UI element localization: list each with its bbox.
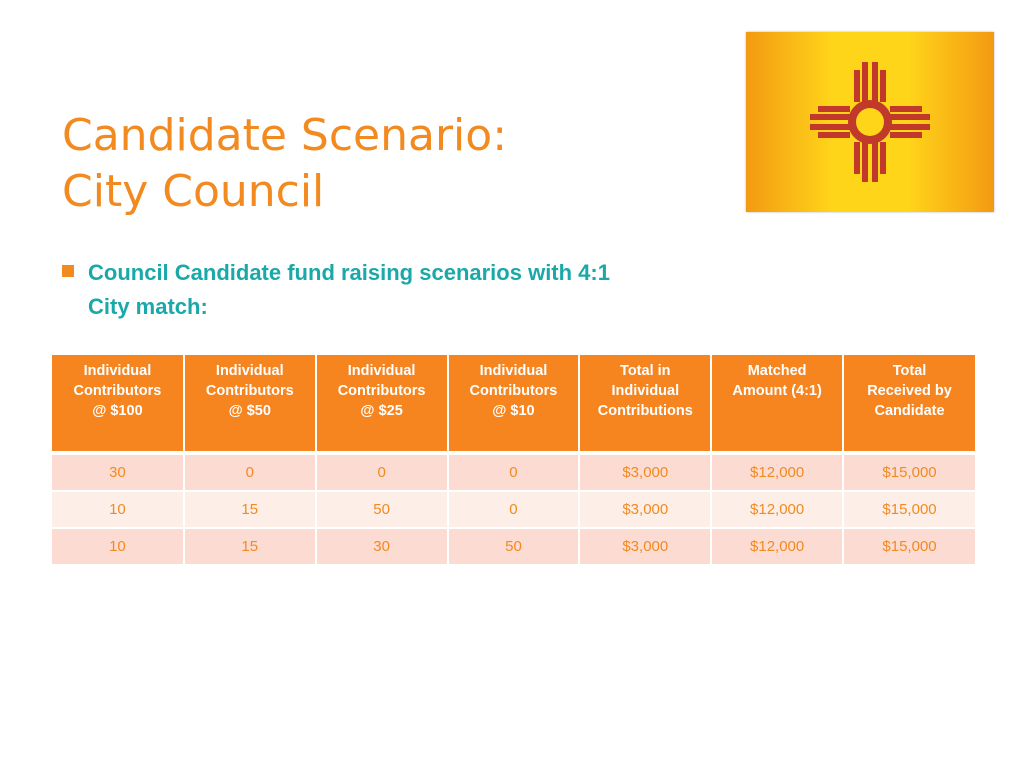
slide-title-line-2: City Council <box>62 166 325 217</box>
bullet-text-line-1: Council Candidate fund raising scenarios with 4:1 <box>88 260 610 285</box>
table-cell: $3,000 <box>579 528 711 564</box>
header-line: Contributors <box>337 383 426 399</box>
header-line: Contributors <box>73 383 162 399</box>
table-cell: 0 <box>448 453 580 491</box>
table-cell: 15 <box>184 528 316 564</box>
header-line: @ $25 <box>360 403 403 419</box>
table-cell: $3,000 <box>579 453 711 491</box>
header-line: Individual <box>83 363 152 379</box>
header-line: Total <box>892 363 927 379</box>
header-line: Individual <box>479 363 548 379</box>
table-header-row <box>52 355 975 453</box>
bullet-point <box>62 256 782 324</box>
table-cell: $12,000 <box>711 453 843 491</box>
table-cell: 0 <box>448 491 580 528</box>
table-cell: $12,000 <box>711 491 843 528</box>
header-total-received <box>843 355 975 453</box>
table-cell: 50 <box>316 491 448 528</box>
table-row <box>52 491 975 528</box>
header-line: Contributors <box>469 383 558 399</box>
table-cell: 50 <box>448 528 580 564</box>
header-line: Candidate <box>874 403 945 419</box>
bullet-text <box>88 256 610 324</box>
header-line: Total in <box>620 363 671 379</box>
header-contrib-10 <box>448 355 580 453</box>
slide-title <box>62 108 507 220</box>
table-cell: $15,000 <box>843 453 975 491</box>
header-line: @ $50 <box>228 403 271 419</box>
scenario-table <box>52 355 975 564</box>
bullet-square-icon <box>62 265 74 277</box>
table-cell: 10 <box>52 528 184 564</box>
header-contrib-100 <box>52 355 184 453</box>
header-total-individual <box>579 355 711 453</box>
header-line: Contributors <box>205 383 294 399</box>
header-line: Individual <box>215 363 284 379</box>
table-cell: $12,000 <box>711 528 843 564</box>
header-contrib-25 <box>316 355 448 453</box>
header-line: Matched <box>747 363 807 379</box>
zia-sun-icon <box>746 32 994 212</box>
header-contrib-50 <box>184 355 316 453</box>
table-cell: $3,000 <box>579 491 711 528</box>
table-cell: 0 <box>184 453 316 491</box>
slide-title-line-1: Candidate Scenario: <box>62 110 508 161</box>
header-line: Individual <box>347 363 416 379</box>
bullet-text-line-2: City match: <box>88 294 208 319</box>
header-matched-amount <box>711 355 843 453</box>
header-line: @ $10 <box>492 403 535 419</box>
table-row <box>52 528 975 564</box>
table-cell: $15,000 <box>843 528 975 564</box>
table-cell: 15 <box>184 491 316 528</box>
header-line: @ $100 <box>92 403 143 419</box>
new-mexico-flag-image <box>746 32 994 212</box>
header-line: Individual <box>611 383 680 399</box>
header-line: Contributions <box>597 403 693 419</box>
table-row <box>52 453 975 491</box>
table-cell: 30 <box>52 453 184 491</box>
table-cell: 30 <box>316 528 448 564</box>
table-cell: 10 <box>52 491 184 528</box>
header-line: Received by <box>867 383 952 399</box>
header-line: Amount (4:1) <box>732 383 822 399</box>
table-cell: 0 <box>316 453 448 491</box>
table-cell: $15,000 <box>843 491 975 528</box>
